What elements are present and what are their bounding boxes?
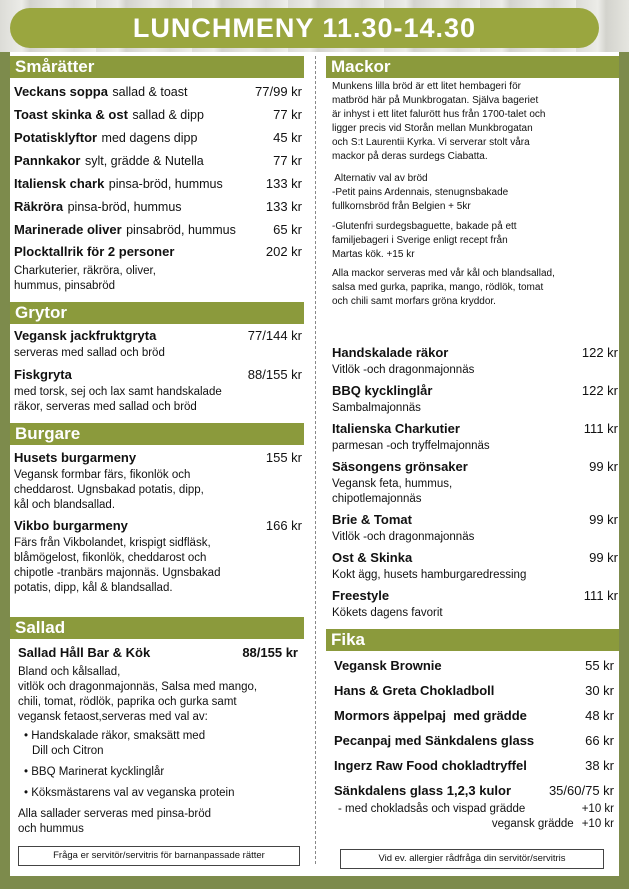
item-description: och hummus: [18, 823, 84, 835]
item-name: Säsongens grönsaker: [332, 459, 468, 474]
item-name: Italienska Charkutier: [332, 421, 460, 436]
intro-line: familjebageri i Sverige enligt recept från: [332, 235, 508, 246]
item-price: 55 kr: [585, 658, 614, 673]
extra-price: +10 kr: [581, 818, 614, 830]
item-description: parmesan -och tryffelmajonnäs: [332, 440, 490, 452]
item-price: 99 kr: [589, 512, 618, 527]
item-description: Kökets dagens favorit: [332, 607, 443, 619]
item-price: 88/155 kr: [247, 367, 302, 382]
item-name: Husets burgarmeny: [14, 450, 137, 465]
intro-line: är inhyst i ett litet falurött hus från 1700-talet och: [332, 109, 546, 120]
item-name: Hans & Greta Chokladboll: [334, 683, 495, 698]
item-price: 77/144 kr: [247, 328, 302, 343]
item-name: Veckans soppa: [14, 84, 108, 99]
intro-line: och S:t Laurentii Kyrka. Vi serverar stolt våra: [332, 137, 530, 148]
item-name: Toast skinka & ost: [14, 107, 128, 122]
item-name: Ost & Skinka: [332, 550, 413, 565]
menu-item: [332, 383, 618, 401]
menu-item: [334, 783, 614, 802]
section-smaratter: Smårätter: [10, 56, 304, 78]
list-item: • BBQ Marinerat kycklinglår: [24, 766, 165, 778]
intro-line: ligger precis vid Storån mellan Munkbrogatan: [332, 123, 533, 134]
item-price: 45 kr: [273, 130, 302, 145]
menu-item: [332, 345, 618, 363]
item-description: Vitlök -och dragonmajonnäs: [332, 531, 475, 543]
intro-line: matbröd här på Munkbrogatan. Själva bageriet: [332, 95, 539, 106]
menu-item: [14, 129, 302, 152]
item-description: potatis, dipp, kål & blandsallad.: [14, 582, 173, 594]
fika-list: [334, 658, 614, 832]
intro-line: Martas kök. +15 kr: [332, 249, 415, 260]
extra-price: +10 kr: [581, 803, 614, 815]
menu-item: [14, 328, 302, 346]
intro-line: mackor på deras surdegs Ciabatta.: [332, 151, 488, 162]
item-description: vitlök och dragonmajonnäs, Salsa med mango,: [18, 681, 258, 693]
item-price: 111 kr: [583, 421, 618, 436]
menu-item: [334, 683, 614, 708]
item-name: Freestyle: [332, 588, 390, 603]
menu-item: [334, 758, 614, 783]
item-sub: med dagens dipp: [101, 131, 198, 145]
extra-label: vegansk grädde: [491, 818, 574, 830]
intro-line: och chili samt morfars gröna kryddor.: [332, 296, 496, 307]
item-description: Bland och kålsallad,: [18, 666, 121, 678]
item-name: Handskalade räkor: [332, 345, 449, 360]
item-name: Plocktallrik för 2 personer: [14, 244, 175, 259]
item-description: blåmögelost, fikonlök, cheddarost och: [14, 552, 207, 564]
item-description: Kokt ägg, husets hamburgaredressing: [332, 569, 527, 581]
burgare-list: [14, 450, 302, 596]
smaratter-list: [14, 83, 302, 294]
item-name: Ingerz Raw Food chokladtryffel: [334, 758, 527, 773]
menu-item: [14, 244, 302, 264]
item-name: Sallad Håll Bar & Kök: [18, 645, 151, 660]
item-description: Vitlök -och dragonmajonnäs: [332, 364, 475, 376]
intro-line: salsa med gurka, paprika, mango, rödlök, tomat: [332, 282, 544, 293]
menu-item: [332, 459, 618, 477]
menu-item: [14, 106, 302, 129]
item-price: 122 kr: [581, 383, 618, 398]
item-name: Vegansk Brownie: [334, 658, 442, 673]
item-price: 202 kr: [265, 244, 302, 259]
item-description: chipotlemajonnäs: [332, 493, 422, 505]
menu-item: [14, 367, 302, 385]
bottom-bar: [0, 876, 629, 889]
section-grytor: Grytor: [10, 302, 304, 324]
item-description: Färs från Vikbolandet, krispigt sidfläsk,: [14, 537, 211, 549]
intro-line: fullkornsbröd från Belgien + 5kr: [332, 201, 471, 212]
item-description: Sambalmajonnäs: [332, 402, 421, 414]
item-name: Räkröra: [14, 199, 64, 214]
menu-item: [14, 518, 302, 536]
item-sub: pinsa-bröd, hummus: [67, 200, 182, 214]
menu-item: [14, 152, 302, 175]
item-price: 65 kr: [273, 222, 302, 237]
item-price: 133 kr: [265, 199, 302, 214]
item-description: med torsk, sej och lax samt handskalade: [14, 386, 222, 398]
sallad-block: [18, 645, 298, 837]
item-price: 77 kr: [273, 107, 302, 122]
item-name: Fiskgryta: [14, 367, 72, 382]
item-description: kål och blandsallad.: [14, 499, 116, 511]
item-price: 66 kr: [585, 733, 614, 748]
item-name: Pannkakor: [14, 153, 81, 168]
item-name: Italiensk chark: [14, 176, 105, 191]
section-fika: Fika: [326, 629, 619, 651]
item-price: 30 kr: [585, 683, 614, 698]
item-name: BBQ kycklinglår: [332, 383, 433, 398]
menu-item: [334, 708, 614, 733]
fika-extra: [334, 817, 614, 832]
menu-item: [14, 450, 302, 468]
item-price: 155 kr: [265, 450, 302, 465]
grytor-list: [14, 328, 302, 415]
list-item: • Köksmästarens val av veganska protein: [24, 787, 235, 799]
menu-item: [14, 175, 302, 198]
item-description: Vegansk formbar färs, fikonlök och: [14, 469, 191, 481]
intro-line: Alla mackor serveras med vår kål och blandsallad,: [332, 268, 555, 279]
menu-item: [334, 658, 614, 683]
intro-line: Alternativ val av bröd: [332, 173, 428, 184]
item-sub: sallad & dipp: [132, 108, 204, 122]
item-name: Mormors äppelpaj med grädde: [334, 708, 527, 723]
menu-item: [14, 83, 302, 106]
item-sub: sylt, grädde & Nutella: [84, 154, 204, 168]
item-price: 38 kr: [585, 758, 614, 773]
item-name: Brie & Tomat: [332, 512, 412, 527]
mackor-list: [332, 345, 618, 621]
item-description: vegansk fetaost,serveras med val av:: [18, 711, 208, 723]
extra-label: - med chokladsås och vispad grädde: [338, 803, 526, 815]
item-description: Alla sallader serveras med pinsa-bröd: [18, 808, 212, 820]
fika-extra: [334, 802, 614, 817]
item-name: Potatisklyftor: [14, 130, 98, 145]
section-sallad: Sallad: [10, 617, 304, 639]
item-sub: sallad & toast: [112, 85, 188, 99]
item-price: 77 kr: [273, 153, 302, 168]
menu-item: [332, 588, 618, 606]
item-name: Sänkdalens glass 1,2,3 kulor: [334, 783, 512, 798]
list-item: • Handskalade räkor, smaksätt med: [24, 730, 206, 742]
menu-item: [14, 221, 302, 244]
item-price: 88/155 kr: [242, 645, 298, 660]
section-mackor: Mackor: [326, 56, 619, 78]
item-sub: pinsa-bröd, hummus: [108, 177, 223, 191]
item-description: Charkuterier, räkröra, oliver,: [14, 265, 156, 277]
item-price: 35/60/75 kr: [548, 783, 614, 798]
list-item: Dill och Citron: [32, 745, 104, 757]
intro-line: Munkens lilla bröd är ett litet hembageri för: [332, 81, 521, 92]
item-sub: pinsabröd, hummus: [126, 223, 236, 237]
item-price: 133 kr: [265, 176, 302, 191]
item-price: 99 kr: [589, 550, 618, 565]
intro-line: -Petit pains Ardennais, stenugnsbakade: [332, 187, 509, 198]
item-name: Vikbo burgarmeny: [14, 518, 128, 533]
notice-children: Fråga er servitör/servitris för barnanpassade rätter: [18, 846, 300, 866]
item-description: räkor, serveras med sallad och bröd: [14, 401, 197, 413]
column-divider: [315, 56, 317, 864]
menu-item: [332, 512, 618, 530]
item-description: Vegansk feta, hummus,: [332, 478, 453, 490]
menu-item: [334, 733, 614, 758]
item-description: serveras med sallad och bröd: [14, 347, 165, 359]
menu-item: [332, 421, 618, 439]
menu-item: [332, 550, 618, 568]
item-price: 99 kr: [589, 459, 618, 474]
menu-item: [14, 198, 302, 221]
section-burgare: Burgare: [10, 423, 304, 445]
item-price: 122 kr: [581, 345, 618, 360]
item-description: chipotle -tranbärs majonnäs. Ugnsbakad: [14, 567, 221, 579]
item-description: chili, tomat, rödlök, paprika och gurka samt: [18, 696, 237, 708]
mackor-intro: [332, 80, 618, 309]
item-name: Vegansk jackfruktgryta: [14, 328, 157, 343]
item-name: Marinerade oliver: [14, 222, 122, 237]
notice-allergies: Vid ev. allergier rådfråga din servitör/servitris: [340, 849, 604, 869]
item-price: 48 kr: [585, 708, 614, 723]
intro-line: -Glutenfri surdegsbaguette, bakade på ett: [332, 221, 517, 232]
item-price: 77/99 kr: [255, 84, 302, 99]
item-name: Pecanpaj med Sänkdalens glass: [334, 733, 535, 748]
page-title: LUNCHMENY 11.30-14.30: [10, 8, 599, 48]
menu-item: [18, 645, 298, 665]
item-description: hummus, pinsabröd: [14, 280, 115, 292]
item-description: cheddarost. Ugnsbakad potatis, dipp,: [14, 484, 204, 496]
item-price: 166 kr: [265, 518, 302, 533]
item-price: 111 kr: [583, 588, 618, 603]
